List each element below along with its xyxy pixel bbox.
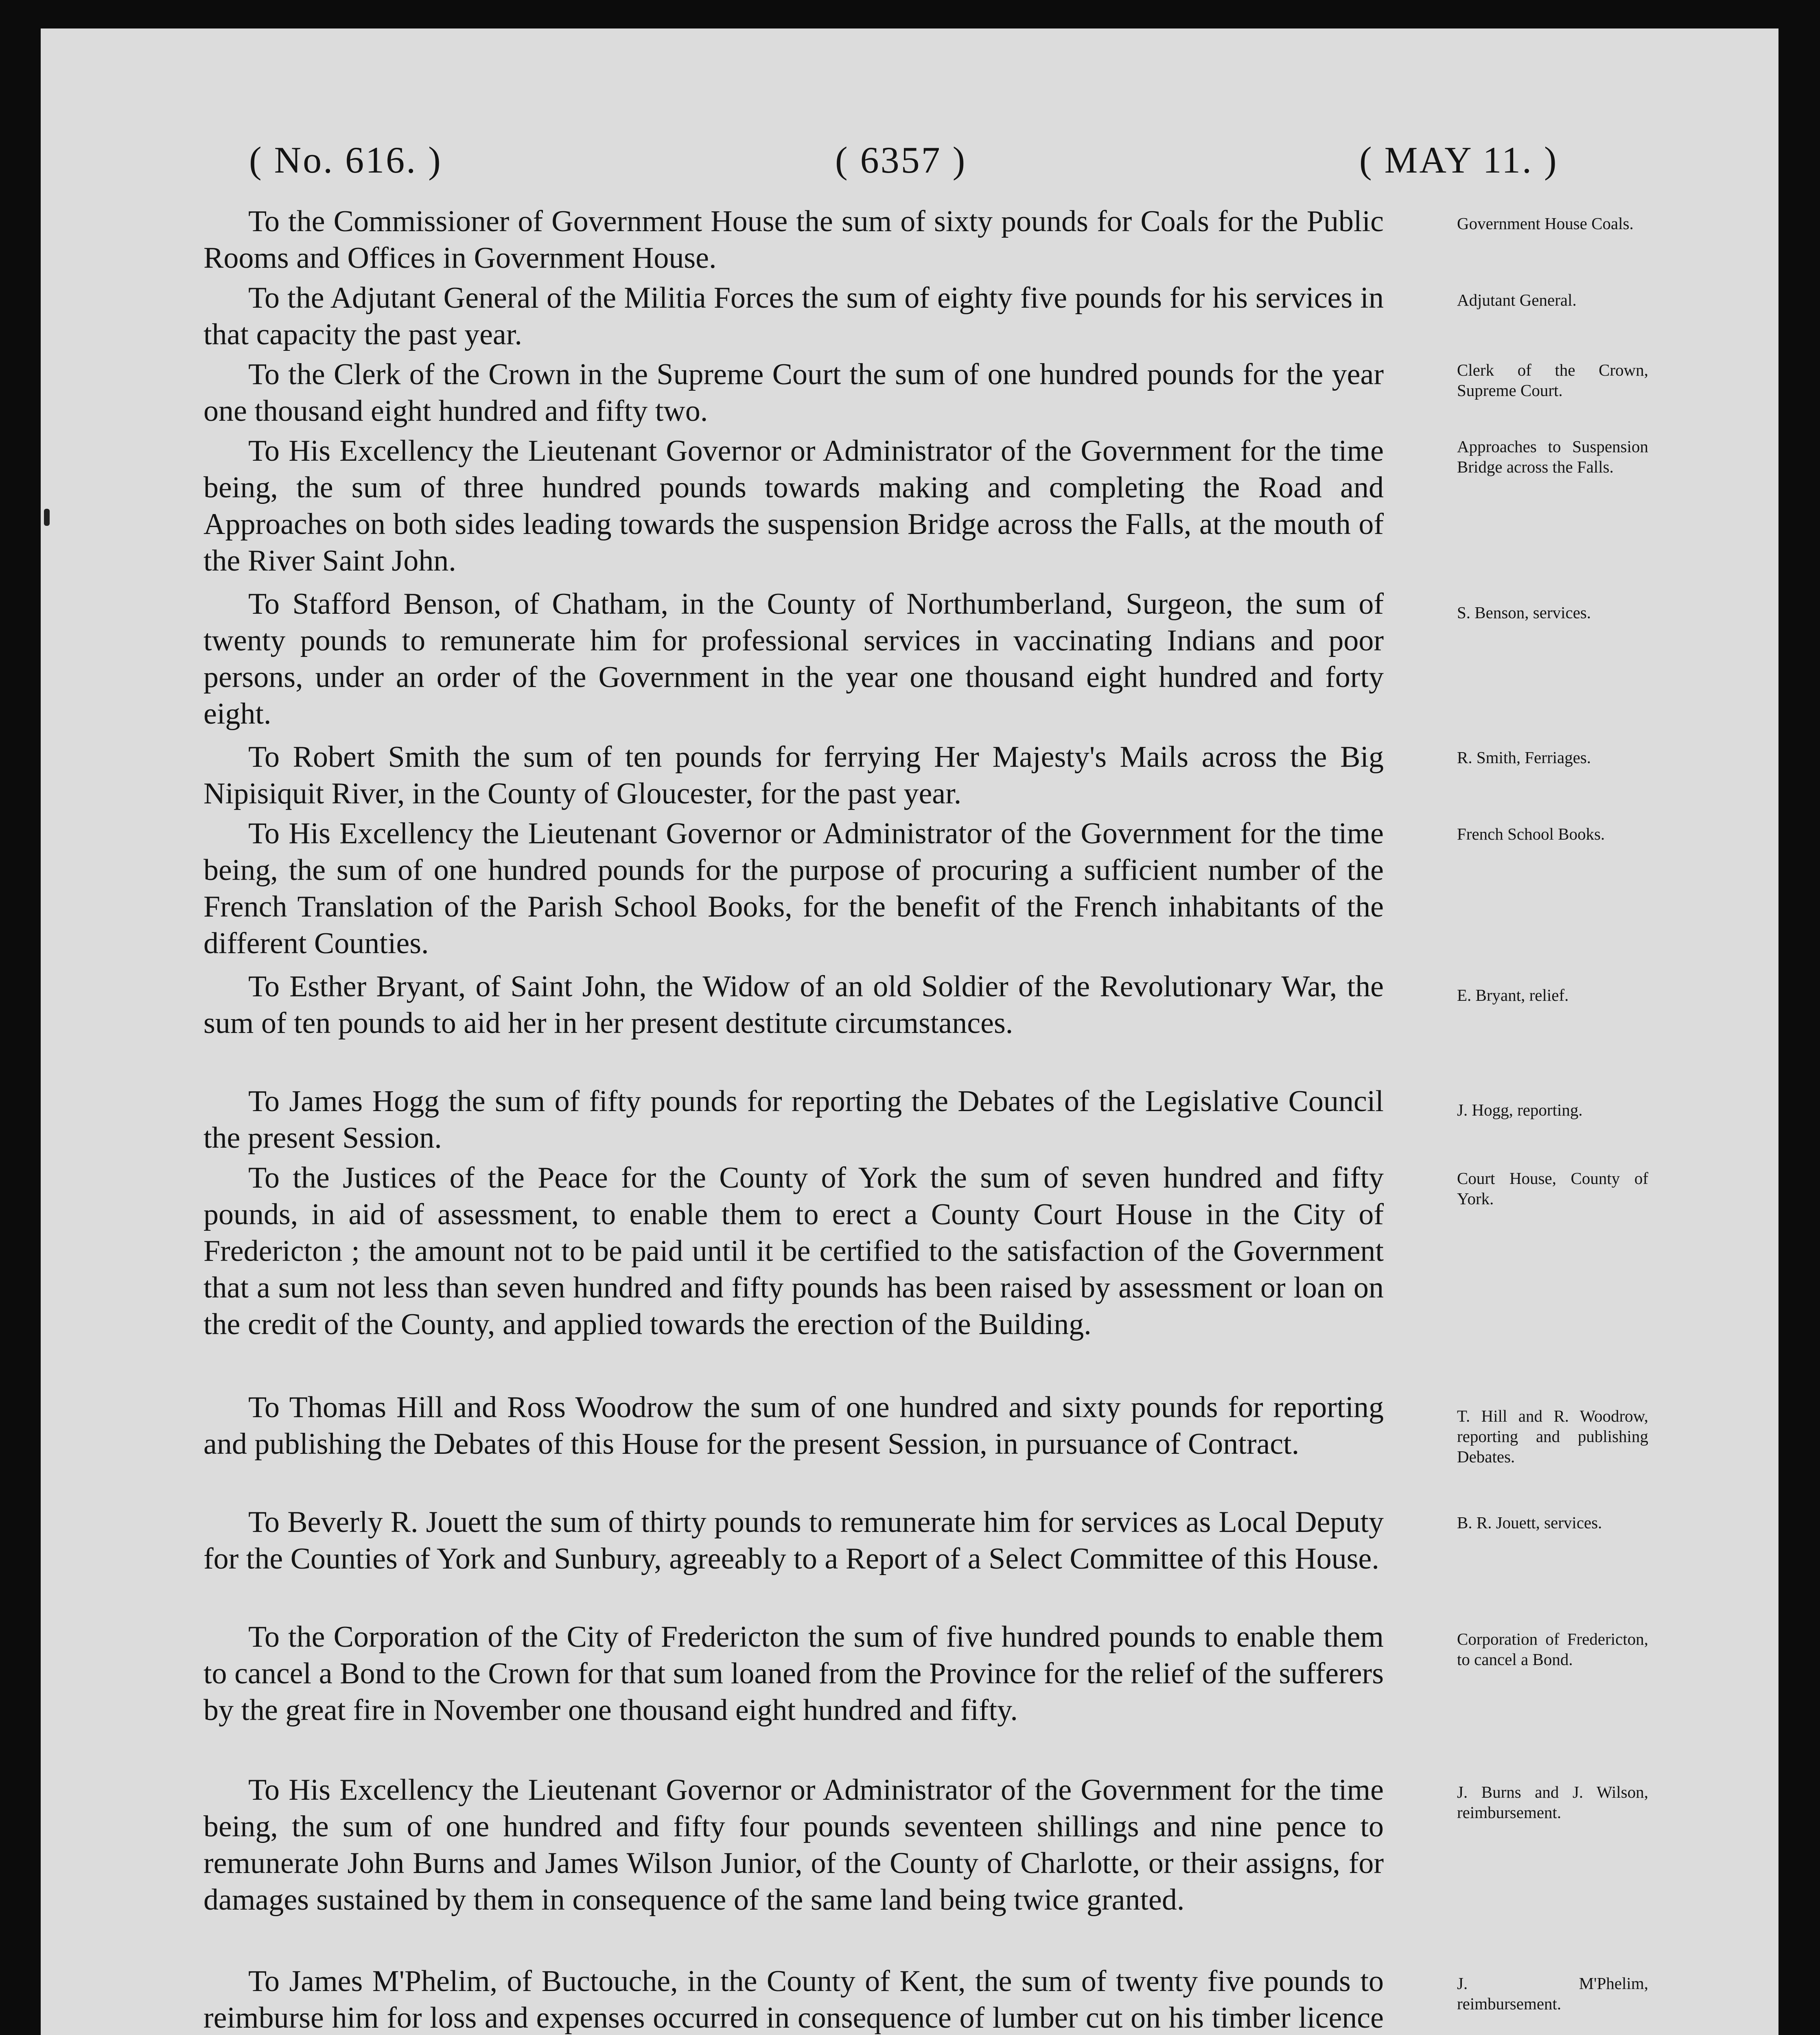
entry-mphelim <box>203 1963 1648 2035</box>
entry-adjutant-general <box>203 280 1577 353</box>
entry-york-court-house <box>203 1160 1648 1343</box>
entry-text: To Stafford Benson, of Chatham, in the County of Northumberland, Surgeon, the sum of twenty pounds to remunerate him for professional services in vaccinating Indians and poor persons, under an order of the Government in the year one thousand eight hundred and forty eight. <box>203 587 1384 731</box>
margin-note: Government House Coals. <box>1457 214 1634 233</box>
margin-note: J. Hogg, reporting. <box>1457 1101 1583 1119</box>
entry-text: To Robert Smith the sum of ten pounds for ferrying Her Majesty's Mails across the Big Nipisiquit River, in the County of Gloucester, for the past year. <box>203 740 1384 810</box>
document-page <box>41 28 1778 2035</box>
entry-text: To Thomas Hill and Ross Woodrow the sum of one hundred and sixty pounds for reporting and publishing the Debates of this House for the present Session, in pursuance of Contract. <box>203 1391 1384 1461</box>
binding-mark <box>44 509 50 526</box>
entry-text: To Esther Bryant, of Saint John, the Widow of an old Soldier of the Revolutionary War, the sum of ten pounds to aid her in her present destitute circumstances. <box>203 970 1384 1040</box>
margin-note: B. R. Jouett, services. <box>1457 1513 1602 1532</box>
margin-note: Court House, County of York. <box>1457 1169 1648 1208</box>
entry-text: To the Adjutant General of the Militia Forces the sum of eighty five pounds for his services in that capacity the past year. <box>203 281 1384 351</box>
entry-text: To the Clerk of the Crown in the Supreme Court the sum of one hundred pounds for the year one thousand eight hundred and fifty two. <box>203 358 1384 428</box>
margin-note: Approaches to Suspension Bridge across the Falls. <box>1457 437 1648 477</box>
document-date: ( MAY 11. ) <box>1359 139 1558 181</box>
entry-text: To James M'Phelim, of Buctouche, in the County of Kent, the sum of twenty five pounds to reimburse him for loss and expenses occurred in consequence of lumber cut on his timber licence <box>203 1965 1384 2035</box>
document-number: ( No. 616. ) <box>249 139 442 181</box>
entry-clerk-of-crown <box>203 357 1648 430</box>
margin-note: S. Benson, services. <box>1457 603 1591 622</box>
entry-jouett <box>203 1504 1602 1578</box>
entry-text: To the Corporation of the City of Fredericton the sum of five hundred pounds to enable them to cancel a Bond to the Crown for that sum loaned from the Province for the relief of the sufferers by the great fire in November one thousand eight hundred and fifty. <box>203 1620 1384 1727</box>
entry-text: To James Hogg the sum of fifty pounds for reporting the Debates of the Legislative Council the present Session. <box>203 1085 1384 1155</box>
entry-text: To the Commissioner of Government House the sum of sixty pounds for Coals for the Public Rooms and Offices in Government House. <box>203 205 1384 275</box>
page-header <box>41 28 1778 191</box>
margin-note: Adjutant General. <box>1457 291 1577 309</box>
margin-note: J. Burns and J. Wilson, reimbursement. <box>1457 1783 1648 1822</box>
margin-note: Corporation of Fredericton, to cancel a Bond. <box>1457 1630 1648 1669</box>
entry-text: To the Justices of the Peace for the County of York the sum of seven hundred and fifty pounds, in aid of assessment, to enable them to erect a County Court House in the City of Fredericton ; the amount not to be paid until it be certified to the satisfaction of the Government that a sum not less than seven hundred and fifty pounds has been raised by assessment or loan on the credit of the County, and applied towards the erection of the Building. <box>203 1161 1384 1341</box>
entry-text: To His Excellency the Lieutenant Governor or Administrator of the Government for the time being, the sum of three hundred pounds towards making and completing the Road and Approaches on both sides leading towards the suspension Bridge across the Falls, at the mouth of the River Saint John. <box>203 434 1384 578</box>
entry-text: To His Excellency the Lieutenant Governor or Administrator of the Government for the time being, the sum of one hundred and fifty four pounds seventeen shillings and nine pence to remunerate John Burns and James Wilson Junior, of the County of Charlotte, or their assigns, for damages sustained by them in consequence of the same land being twice granted. <box>203 1773 1384 1917</box>
margin-note: Clerk of the Crown, Supreme Court. <box>1457 361 1648 400</box>
entry-suspension-bridge <box>203 433 1648 580</box>
entry-smith <box>203 739 1591 812</box>
entry-bryant <box>203 969 1569 1042</box>
margin-note: R. Smith, Ferriages. <box>1457 748 1591 767</box>
entry-french-school-books <box>203 816 1605 962</box>
entry-burns-wilson <box>203 1772 1648 1919</box>
margin-note: E. Bryant, relief. <box>1457 986 1569 1004</box>
entry-benson <box>203 586 1591 733</box>
entry-text: To Beverly R. Jouett the sum of thirty pounds to remunerate him for services as Local Deputy for the Counties of York and Sunbury, agreeably to a Report of a Select Committee of this House. <box>203 1505 1384 1575</box>
margin-note: French School Books. <box>1457 825 1605 843</box>
entry-text: To His Excellency the Lieutenant Governor or Administrator of the Government for the time being, the sum of one hundred pounds for the purpose of procuring a sufficient number of the French Translation of the Parish School Books, for the benefit of the French inhabitants of the different Counties. <box>203 817 1384 960</box>
entry-government-house-coals <box>203 204 1634 277</box>
page-number: ( 6357 ) <box>835 139 967 181</box>
margin-note: J. M'Phelim, reimbursement. <box>1457 1974 1648 2013</box>
margin-note: T. Hill and R. Woodrow, reporting and publishing Debates. <box>1457 1407 1648 1466</box>
entry-fredericton-bond <box>203 1619 1648 1729</box>
entry-hill-woodrow <box>203 1389 1648 1466</box>
entry-hogg <box>203 1083 1583 1157</box>
